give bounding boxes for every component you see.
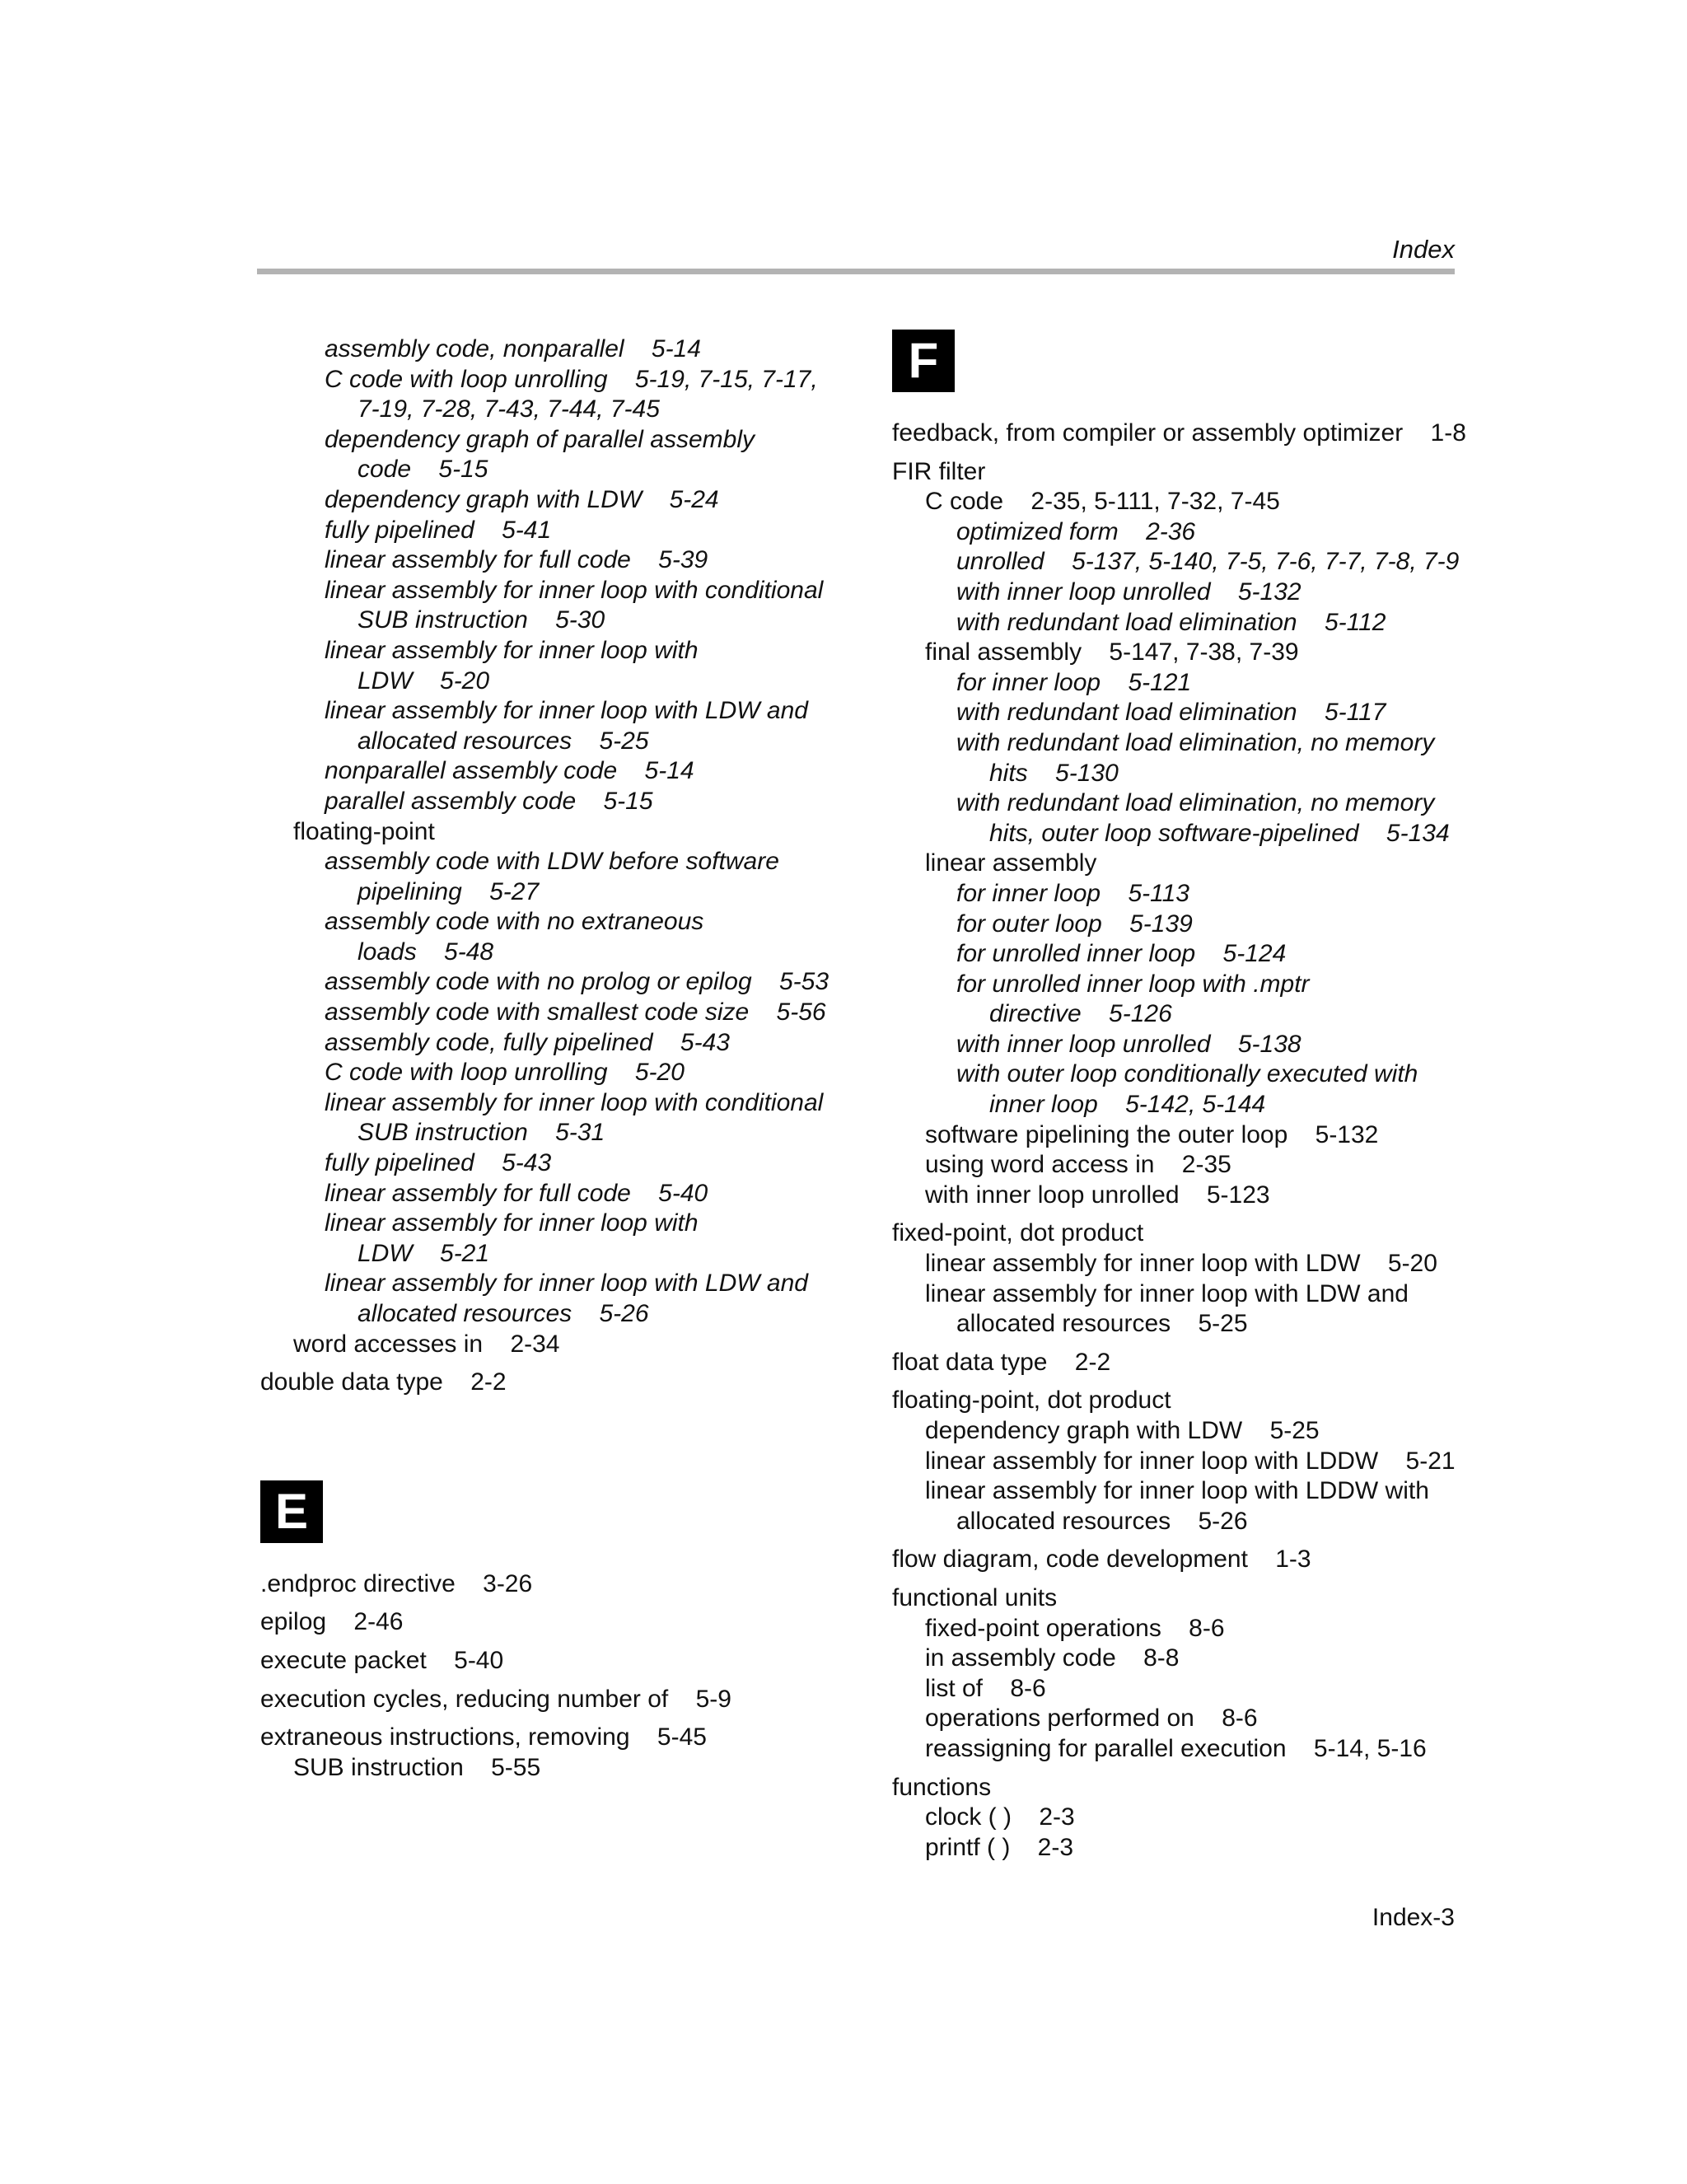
index-entry-text: fully pipelined 5-43 xyxy=(325,1149,552,1177)
index-entry xyxy=(260,425,886,456)
index-entry-text: SUB instruction 5-30 xyxy=(357,606,605,634)
index-entry-text: fixed-point operations 8-6 xyxy=(925,1614,1225,1642)
index-entry-text: unrolled 5-137, 5-140, 7-5, 7-6, 7-7, 7-8, 7-9 xyxy=(956,548,1460,576)
index-entry-text: SUB instruction 5-31 xyxy=(357,1119,605,1147)
index-entry xyxy=(892,1030,1460,1060)
index-entry-text: with inner loop unrolled 5-138 xyxy=(956,1030,1301,1058)
index-entry xyxy=(892,1545,1460,1575)
index-entry xyxy=(892,910,1460,940)
index-entry xyxy=(260,727,886,757)
index-entry xyxy=(260,485,886,516)
index-entry xyxy=(892,1416,1460,1447)
index-entry xyxy=(892,1059,1460,1090)
index-entry xyxy=(892,879,1460,910)
index-entry xyxy=(260,1299,886,1330)
index-entry-text: optimized form 2-36 xyxy=(956,517,1196,545)
index-entry xyxy=(892,1309,1460,1340)
index-entry xyxy=(260,1685,886,1715)
index-entry xyxy=(892,487,1460,517)
index-entry-text: loads 5-48 xyxy=(357,938,494,966)
index-entry xyxy=(892,608,1460,638)
index-entry-text: printf ( ) 2-3 xyxy=(925,1833,1074,1861)
index-entry xyxy=(260,455,886,485)
index-entry xyxy=(892,1447,1460,1477)
section-letter-heading: F xyxy=(892,330,955,392)
index-entry xyxy=(260,1723,886,1753)
index-entry-text: .endproc directive 3-26 xyxy=(260,1569,533,1597)
index-entry xyxy=(892,419,1466,449)
index-entry xyxy=(892,698,1460,728)
index-entry xyxy=(260,1118,886,1148)
index-entry xyxy=(260,998,886,1028)
index-entry xyxy=(892,1150,1460,1181)
index-entry-text: linear assembly for full code 5-39 xyxy=(325,546,708,574)
index-entry xyxy=(260,1058,886,1088)
index-entry-text: assembly code with LDW before software xyxy=(325,848,779,876)
index-entry xyxy=(892,788,1460,819)
index-entry-text: with outer loop conditionally executed with xyxy=(956,1060,1418,1088)
index-entry xyxy=(260,1179,886,1209)
index-entry xyxy=(892,668,1460,699)
index-entry-text: hits, outer loop software-pipelined 5-134 xyxy=(989,819,1450,847)
index-entry-text: inner loop 5-142, 5-144 xyxy=(989,1091,1266,1119)
index-entry-text: 7-19, 7-28, 7-43, 7-44, 7-45 xyxy=(357,395,660,423)
index-entry-text: with inner loop unrolled 5-132 xyxy=(956,578,1301,606)
index-entry-text: software pipelining the outer loop 5-132 xyxy=(925,1120,1379,1148)
index-entry-text: final assembly 5-147, 7-38, 7-39 xyxy=(925,638,1299,666)
index-entry xyxy=(260,1088,886,1119)
index-entry-text: with redundant load elimination, no memory xyxy=(956,728,1435,756)
index-entry xyxy=(892,1218,1460,1249)
index-entry-text: for inner loop 5-121 xyxy=(956,668,1192,696)
index-entry-text: functional units xyxy=(892,1583,1058,1611)
index-entry xyxy=(260,666,886,697)
index-entry-text: clock ( ) 2-3 xyxy=(925,1803,1075,1831)
index-entry-text: in assembly code 8-8 xyxy=(925,1644,1180,1672)
index-entry xyxy=(260,1148,886,1179)
index-entry xyxy=(260,907,886,938)
index-entry xyxy=(260,1239,886,1270)
index-entry-text: assembly code with no extraneous xyxy=(325,908,704,936)
index-entry-text: linear assembly for inner loop with LDW and xyxy=(925,1279,1409,1307)
index-entry-text: LDW 5-20 xyxy=(357,666,490,694)
index-entry-text: epilog 2-46 xyxy=(260,1608,404,1636)
index-entry-text: list of 8-6 xyxy=(925,1674,1046,1702)
index-entry xyxy=(892,1614,1460,1644)
index-entry xyxy=(260,576,886,606)
index-entry-text: linear assembly for inner loop with LDW 5-20 xyxy=(925,1250,1437,1278)
index-entry xyxy=(892,999,1460,1030)
index-entry xyxy=(892,1773,1460,1803)
index-entry-text: directive 5-126 xyxy=(989,1000,1172,1028)
index-entry xyxy=(892,1674,1460,1705)
index-entry xyxy=(260,1607,886,1638)
index-entry xyxy=(260,1753,886,1784)
index-entry-text: execution cycles, reducing number of 5-9 xyxy=(260,1685,731,1713)
index-entry-text: linear assembly for full code 5-40 xyxy=(325,1179,708,1207)
index-entry-text: assembly code with no prolog or epilog 5-53 xyxy=(325,968,829,996)
index-entry xyxy=(892,1249,1460,1279)
index-entry xyxy=(260,606,886,636)
index-entry-text: C code 2-35, 5-111, 7-32, 7-45 xyxy=(925,488,1280,516)
header-rule xyxy=(257,269,1455,274)
index-entry-text: reassigning for parallel execution 5-14, 5-16 xyxy=(925,1734,1427,1762)
index-entry xyxy=(260,817,886,848)
index-entry-text: allocated resources 5-25 xyxy=(956,1310,1248,1338)
section-letter-wrap xyxy=(892,330,1460,419)
index-entry xyxy=(892,1833,1460,1864)
index-entry xyxy=(260,545,886,576)
index-entry xyxy=(892,1507,1460,1537)
index-entry xyxy=(260,756,886,787)
index-entry-text: for unrolled inner loop with .mptr xyxy=(956,970,1310,998)
index-entry-text: with redundant load elimination 5-117 xyxy=(956,699,1386,727)
index-entry-text: nonparallel assembly code 5-14 xyxy=(325,757,694,785)
index-entry xyxy=(892,578,1460,608)
index-entry-text: dependency graph with LDW 5-25 xyxy=(925,1417,1320,1444)
index-entry xyxy=(260,516,886,546)
index-entry-text: word accesses in 2-34 xyxy=(293,1330,560,1358)
index-entry xyxy=(892,970,1460,1000)
index-entry xyxy=(260,696,886,727)
index-entry xyxy=(892,849,1460,879)
index-entry-text: linear assembly for inner loop with LDW and xyxy=(325,1270,808,1298)
index-entry xyxy=(892,457,1460,488)
index-entry-text: linear assembly for inner loop with LDDW 5-21 xyxy=(925,1447,1456,1475)
index-entry xyxy=(260,365,886,395)
index-entry xyxy=(892,1386,1460,1416)
index-entry xyxy=(892,939,1460,970)
index-entry-text: linear assembly for inner loop with conditional xyxy=(325,1088,824,1116)
index-entry-text: pipelining 5-27 xyxy=(357,877,540,905)
index-entry xyxy=(892,728,1460,759)
index-entry xyxy=(892,1090,1460,1120)
index-entry xyxy=(892,1704,1460,1734)
index-entry-text: allocated resources 5-26 xyxy=(357,1300,649,1327)
index-entry-text: flow diagram, code development 1-3 xyxy=(892,1546,1311,1574)
index-entry-text: extraneous instructions, removing 5-45 xyxy=(260,1723,707,1751)
index-entry-text: assembly code, nonparallel 5-14 xyxy=(325,335,701,362)
index-entry xyxy=(892,1476,1460,1507)
section-letter-heading: E xyxy=(260,1480,323,1543)
index-entry xyxy=(260,787,886,817)
index-entry-text: with inner loop unrolled 5-123 xyxy=(925,1181,1270,1209)
index-entry-text: execute packet 5-40 xyxy=(260,1646,504,1674)
index-entry-text: linear assembly for inner loop with xyxy=(325,1209,699,1237)
index-entry xyxy=(260,1209,886,1239)
index-entry xyxy=(892,1803,1460,1833)
index-entry-text: feedback, from compiler or assembly optimizer 1-8 xyxy=(892,419,1466,447)
index-entry xyxy=(892,1734,1460,1765)
index-entry xyxy=(260,1028,886,1059)
index-entry-text: for outer loop 5-139 xyxy=(956,910,1193,938)
page-number: Index-3 xyxy=(1372,1904,1455,1931)
index-entry xyxy=(260,636,886,666)
index-entry xyxy=(892,1181,1460,1211)
section-letter-wrap xyxy=(260,1480,886,1569)
index-entry xyxy=(260,1646,886,1677)
index-entry xyxy=(892,1279,1460,1310)
index-entry xyxy=(260,1330,886,1360)
index-entry xyxy=(892,547,1460,578)
running-header: Index xyxy=(1392,235,1455,264)
index-entry-text: operations performed on 8-6 xyxy=(925,1705,1258,1733)
index-entry xyxy=(892,1644,1460,1674)
index-entry xyxy=(892,638,1460,668)
index-entry xyxy=(260,938,886,968)
index-entry xyxy=(260,1569,886,1600)
index-entry-text: linear assembly for inner loop with LDDW with xyxy=(925,1477,1429,1505)
index-entry xyxy=(260,877,886,908)
index-entry-text: dependency graph of parallel assembly xyxy=(325,425,755,453)
index-entry-text: C code with loop unrolling 5-20 xyxy=(325,1059,685,1087)
index-entry-text: linear assembly for inner loop with conditional xyxy=(325,576,824,604)
index-entry xyxy=(260,334,886,365)
index-entry-text: allocated resources 5-26 xyxy=(956,1507,1248,1535)
index-entry xyxy=(260,847,886,877)
index-entry xyxy=(892,517,1460,548)
index-entry-text: fixed-point, dot product xyxy=(892,1219,1144,1247)
index-entry-text: fully pipelined 5-41 xyxy=(325,516,552,544)
index-entry-text: floating-point xyxy=(293,817,435,845)
index-entry-text: linear assembly xyxy=(925,849,1097,877)
index-entry-text: allocated resources 5-25 xyxy=(357,727,649,755)
index-entry xyxy=(892,759,1460,789)
index-entry xyxy=(260,1269,886,1299)
index-entry-text: with redundant load elimination 5-112 xyxy=(956,608,1386,636)
index-entry-text: code 5-15 xyxy=(357,456,488,484)
index-entry-text: with redundant load elimination, no memory xyxy=(956,789,1435,817)
index-entry-text: assembly code, fully pipelined 5-43 xyxy=(325,1028,730,1056)
index-entry xyxy=(892,1348,1460,1378)
index-entry-text: LDW 5-21 xyxy=(357,1239,490,1267)
index-entry xyxy=(892,819,1460,849)
index-entry-text: dependency graph with LDW 5-24 xyxy=(325,485,719,513)
index-entry xyxy=(260,1368,886,1398)
index-entry-text: floating-point, dot product xyxy=(892,1387,1171,1415)
index-entry-text: double data type 2-2 xyxy=(260,1368,507,1396)
index-entry-text: parallel assembly code 5-15 xyxy=(325,787,653,815)
index-entry xyxy=(260,395,886,425)
index-entry-text: linear assembly for inner loop with xyxy=(325,636,699,664)
index-entry-text: for inner loop 5-113 xyxy=(956,879,1189,907)
index-entry-text: SUB instruction 5-55 xyxy=(293,1753,541,1781)
index-entry-text: functions xyxy=(892,1773,992,1801)
index-entry-text: using word access in 2-35 xyxy=(925,1151,1231,1179)
index-entry-text: hits 5-130 xyxy=(989,759,1119,787)
index-entry xyxy=(260,967,886,998)
index-entry-text: FIR filter xyxy=(892,457,986,485)
index-entry-text: float data type 2-2 xyxy=(892,1348,1111,1376)
index-entry-text: assembly code with smallest code size 5-56 xyxy=(325,998,826,1027)
index-entry xyxy=(892,1120,1460,1151)
index-column-right xyxy=(892,330,1466,1863)
index-entry-text: linear assembly for inner loop with LDW and xyxy=(325,697,808,725)
index-entry-text: C code with loop unrolling 5-19, 7-15, 7-17, xyxy=(325,365,818,393)
index-column-left xyxy=(260,334,886,1783)
index-entry xyxy=(892,1583,1460,1614)
index-entry-text: for unrolled inner loop 5-124 xyxy=(956,940,1287,968)
